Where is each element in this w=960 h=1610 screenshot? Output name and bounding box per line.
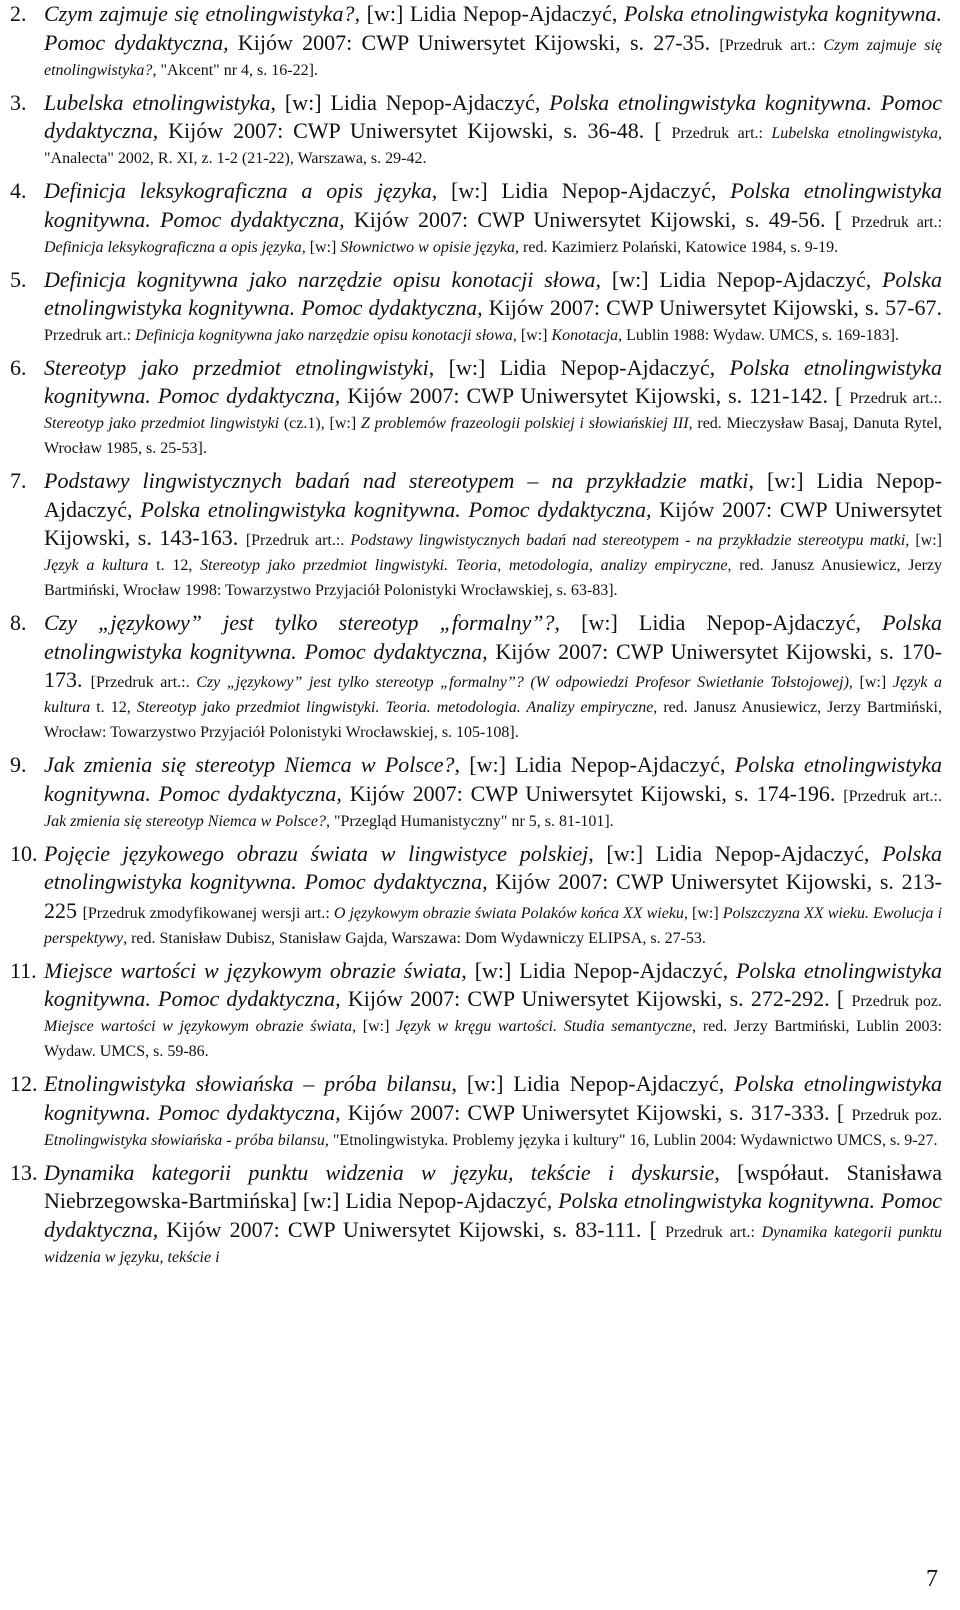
text-segment: , [w:] Lidia Nepop-Ajdaczyć, xyxy=(588,840,883,866)
article-title: Definicja kognitywna jako narzędzie opisu konotacji słowa xyxy=(44,266,596,292)
reprint-label: [Przedruk art.:. xyxy=(843,787,942,805)
text-segment: , [w:] xyxy=(352,1018,397,1035)
reprint-source-title: Konotacja xyxy=(551,326,619,344)
text-segment: [w:] xyxy=(909,532,943,549)
reprint-label: Przedruk art.:. xyxy=(849,390,943,407)
item-number: 12. xyxy=(10,1071,38,1096)
reprint-title: Podstawy lingwistycznych badań nad stereotypem - na przykładzie stereotypu matki, xyxy=(350,532,910,549)
text-segment: t. 12, xyxy=(90,699,137,716)
list-item xyxy=(10,609,942,745)
text-segment: , [współaut. Stanisława Niebrzegowska-Bartmińska] [w:] Lidia Nepop-Ajdaczyć, xyxy=(44,1159,942,1213)
reprint-info: , "Przegląd Humanistyczny" nr 5, s. 81-101]. xyxy=(326,812,614,830)
item-number: 10. xyxy=(10,840,38,866)
reprint-info: "Analecta" 2002, R. XI, z. 1-2 (21-22), Warszawa, s. 29-42. xyxy=(44,150,427,167)
reprint-volume-title: Stereotyp jako przedmiot lingwistyki. Teoria. metodologia. Analizy empiryczne xyxy=(136,699,654,716)
reprint-title: Miejsce wartości w językowym obrazie świata xyxy=(44,1018,353,1035)
article-title: Pojęcie językowego obrazu świata w lingwistyce polskiej xyxy=(44,840,589,866)
book-title: Polska etnolingwistyka kognitywna. Pomoc dydaktyczna, xyxy=(44,266,942,320)
reprint-info: , "Etnolingwistyka. Problemy języka i kultury" 16, Lublin 2004: Wydawnictwo UMCS, s. 9-27. xyxy=(324,1131,938,1149)
reprint-info: , red. Stanisław Dubisz, Stanisław Gajda, Warszawa: Dom Wydawniczy ELIPSA, s. 27-53. xyxy=(123,929,706,947)
item-number: 6. xyxy=(10,354,27,380)
reprint-label: [Przedruk zmodyfikowanej wersji art.: xyxy=(82,904,334,922)
item-number: 5. xyxy=(10,266,27,292)
page-number: 7 xyxy=(926,1566,938,1592)
text-segment: , [w:] Lidia Nepop-Ajdaczyć, xyxy=(428,354,730,380)
text-segment: , [w:] Lidia Nepop-Ajdaczyć, xyxy=(354,1,624,26)
list-item xyxy=(10,177,942,260)
reprint-title: Definicja leksykograficzna a opis języka xyxy=(44,238,302,256)
reprint-info: , Lublin 1988: Wydaw. UMCS, s. 169-183]. xyxy=(618,326,899,344)
publication-info: Kijów 2007: CWP Uniwersytet Kijowski, s. 213-225 xyxy=(44,869,943,923)
book-title: Polska etnolingwistyka kognitywna. Pomoc dydaktyczna, xyxy=(44,178,943,232)
reprint-source-title: Z problemów frazeologii polskiej i słowiańskiej III xyxy=(360,415,689,432)
reprint-label: Przedruk art.: xyxy=(671,125,772,142)
article-title: Miejsce wartości w językowym obrazie świata xyxy=(44,957,462,983)
text-segment: , [w:] xyxy=(301,238,341,256)
reprint-label: Przedruk art.: xyxy=(851,213,943,231)
article-title: Czy „językowy” jest tylko stereotyp „formalny”? xyxy=(44,610,555,635)
text-segment: , [w:] Lidia Nepop-Ajdaczyć, xyxy=(44,468,943,522)
list-item xyxy=(10,266,942,348)
text-segment: , [w:] Lidia Nepop-Ajdaczyć, xyxy=(454,752,735,777)
publication-info: Kijów 2007: CWP Uniwersytet Kijowski, s. 174-196. xyxy=(341,780,844,806)
book-title: Polska etnolingwistyka kognitywna. Pomoc dydaktyczna, xyxy=(44,89,942,143)
text-segment: , [w:] xyxy=(512,326,552,344)
publication-info: Kijów 2007: CWP Uniwersytet Kijowski, s. 27-35. xyxy=(228,29,720,55)
reprint-volume-title: Stereotyp jako przedmiot lingwistyki. Teoria, metodologia, analizy empiryczne xyxy=(200,557,728,574)
article-title: Dynamika kategorii punktu widzenia w języku, tekście i dyskursie xyxy=(44,1159,715,1185)
article-title: Jak zmienia się stereotyp Niemca w Polsce? xyxy=(44,752,455,777)
reprint-label: Przedruk art.: xyxy=(44,326,136,344)
text-segment: (cz.1), [w:] xyxy=(279,415,361,432)
reprint-title: Etnolingwistyka słowiańska - próba bilansu xyxy=(44,1131,325,1149)
reprint-source-title: Słownictwo w opisie języka xyxy=(340,238,516,256)
list-item xyxy=(10,840,942,951)
book-title: Polska etnolingwistyka kognitywna. Pomoc dydaktyczna, xyxy=(44,1188,942,1242)
publication-info: Kijów 2007: CWP Uniwersytet Kijowski, s. 57-67. xyxy=(482,295,942,320)
book-title: Polska etnolingwistyka kognitywna. Pomoc dydaktyczna, xyxy=(44,610,942,664)
text-segment: t. 12, xyxy=(148,557,201,574)
list-item xyxy=(10,89,942,172)
reprint-title: O językowym obrazie świata Polaków końca XX wieku xyxy=(333,904,684,922)
reprint-label: Przedruk poz. xyxy=(851,993,943,1010)
publication-info: Kijów 2007: CWP Uniwersytet Kijowski, s. 170-173. xyxy=(44,638,943,692)
reprint-source-title: Język a kultura xyxy=(44,557,149,574)
reprint-info: , red. Janusz Anusiewicz, Jerzy Bartmiński, Wrocław: Towarzystwo Przyjaciół Polonistyki Wrocławskiej, s. 105-108]. xyxy=(44,699,942,741)
item-number: 4. xyxy=(10,178,27,203)
reprint-title: Czym zajmuje się etnolingwistyka? xyxy=(44,36,943,79)
list-item xyxy=(10,1159,942,1270)
item-number: 8. xyxy=(10,610,27,635)
item-number: 3. xyxy=(10,89,27,115)
list-item xyxy=(10,751,942,834)
reprint-label: [Przedruk art.:. xyxy=(90,674,197,691)
reprint-title: Stereotyp jako przedmiot lingwistyki xyxy=(44,415,280,432)
text-segment: , [w:] Lidia Nepop-Ajdaczyć, xyxy=(270,89,550,115)
publication-info: Kijów 2007: CWP Uniwersytet Kijowski, s. 83-111. [ xyxy=(158,1216,657,1242)
text-segment: , [w:] xyxy=(848,674,893,691)
reprint-label: [Przedruk art.: xyxy=(719,36,824,54)
text-segment: , [w:] Lidia Nepop-Ajdaczyć, xyxy=(554,610,883,635)
item-number: 7. xyxy=(10,468,27,493)
bibliography-list xyxy=(10,0,942,1270)
book-title: Polska etnolingwistyka kognitywna. Pomoc dydaktyczna, xyxy=(44,354,943,408)
article-title: Czym zajmuje się etnolingwistyka? xyxy=(44,1,355,26)
publication-info: Kijów 2007: CWP Uniwersytet Kijowski, s. 36-48. [ xyxy=(158,118,662,143)
list-item xyxy=(10,354,942,462)
reprint-label: Przedruk art.: xyxy=(665,1223,762,1241)
reprint-label: [Przedruk art.:. xyxy=(245,532,351,549)
reprint-label: Przedruk poz. xyxy=(851,1106,943,1124)
text-segment: , [w:] Lidia Nepop-Ajdaczyć, xyxy=(461,957,737,983)
reprint-info: , red. Kazimierz Polański, Katowice 1984, s. 9-19. xyxy=(515,238,839,256)
reprint-title: Jak zmienia się stereotyp Niemca w Polsce? xyxy=(44,812,326,830)
publication-info: Kijów 2007: CWP Uniwersytet Kijowski, s. 272-292. [ xyxy=(340,986,845,1011)
reprint-source-title: Polszczyzna XX wieku. Ewolucja i perspektywy xyxy=(44,904,943,947)
reprint-title: Czy „językowy” jest tylko stereotyp „formalny”? (W odpowiedzi Profesor Swietłanie Tołstojowej) xyxy=(196,674,849,691)
reprint-source-title: Język w kręgu wartości. Studia semantyczne xyxy=(396,1018,693,1035)
item-number: 11. xyxy=(10,957,37,983)
book-title: Polska etnolingwistyka kognitywna. Pomoc dydaktyczna, xyxy=(44,752,943,806)
reprint-title: Dynamika kategorii punktu widzenia w języku, tekście i xyxy=(44,1223,943,1266)
reprint-info: , red. Mieczysław Basaj, Danuta Rytel, Wrocław 1985, s. 25-53]. xyxy=(44,415,943,457)
item-number: 13. xyxy=(10,1159,38,1185)
item-number: 2. xyxy=(10,1,27,26)
publication-info: Kijów 2007: CWP Uniwersytet Kijowski, s. 143-163. xyxy=(44,496,943,550)
reprint-title: Lubelska etnolingwistyka, xyxy=(771,125,943,142)
list-item xyxy=(10,0,942,83)
text-segment: , [w:] xyxy=(683,904,723,922)
publication-info: Kijów 2007: CWP Uniwersytet Kijowski, s. 121-142. [ xyxy=(340,383,843,408)
reprint-info: , "Akcent" nr 4, s. 16-22]. xyxy=(152,61,318,79)
article-title: Etnolingwistyka słowiańska – próba bilansu xyxy=(44,1071,452,1096)
article-title: Stereotyp jako przedmiot etnolingwistyki xyxy=(44,354,429,380)
article-title: Definicja leksykograficzna a opis języka xyxy=(44,178,432,203)
list-item xyxy=(10,467,942,603)
reprint-source-title: Język a kultura xyxy=(44,674,943,716)
item-number: 9. xyxy=(10,752,27,777)
book-title: Polska etnolingwistyka kognitywna. Pomoc dydaktyczna, xyxy=(44,957,943,1011)
article-title: Podstawy lingwistycznych badań nad stereotypem – na przykładzie matki xyxy=(44,468,749,493)
reprint-title: Definicja kognitywna jako narzędzie opisu konotacji słowa xyxy=(135,326,513,344)
list-item xyxy=(10,957,942,1065)
article-title: Lubelska etnolingwistyka xyxy=(44,89,271,115)
reprint-info: , red. Jerzy Bartmiński, Lublin 2003: Wydaw. UMCS, s. 59-86. xyxy=(44,1018,942,1060)
publication-info: Kijów 2007: CWP Uniwersytet Kijowski, s. 49-56. [ xyxy=(344,206,843,232)
book-title: Polska etnolingwistyka kognitywna. Pomoc dydaktyczna, xyxy=(44,840,942,894)
reprint-info: , red. Janusz Anusiewicz, Jerzy Bartmiński, Wrocław 1998: Towarzystwo Przyjaciół Polonistyki Wrocławskiej, s. 63-83]. xyxy=(44,557,942,599)
list-item xyxy=(10,1070,942,1153)
publication-info: Kijów 2007: CWP Uniwersytet Kijowski, s. 317-333. [ xyxy=(340,1099,845,1125)
book-title: Polska etnolingwistyka kognitywna. Pomoc dydaktyczna, xyxy=(140,496,652,522)
text-segment: , [w:] Lidia Nepop-Ajdaczyć, xyxy=(595,266,883,292)
book-title: Polska etnolingwistyka kognitywna. Pomoc dydaktyczna, xyxy=(44,1071,943,1125)
text-segment: , [w:] Lidia Nepop-Ajdaczyć, xyxy=(451,1071,735,1096)
text-segment: , [w:] Lidia Nepop-Ajdaczyć, xyxy=(431,178,731,203)
book-title: Polska etnolingwistyka kognitywna. Pomoc dydaktyczna, xyxy=(44,1,942,55)
